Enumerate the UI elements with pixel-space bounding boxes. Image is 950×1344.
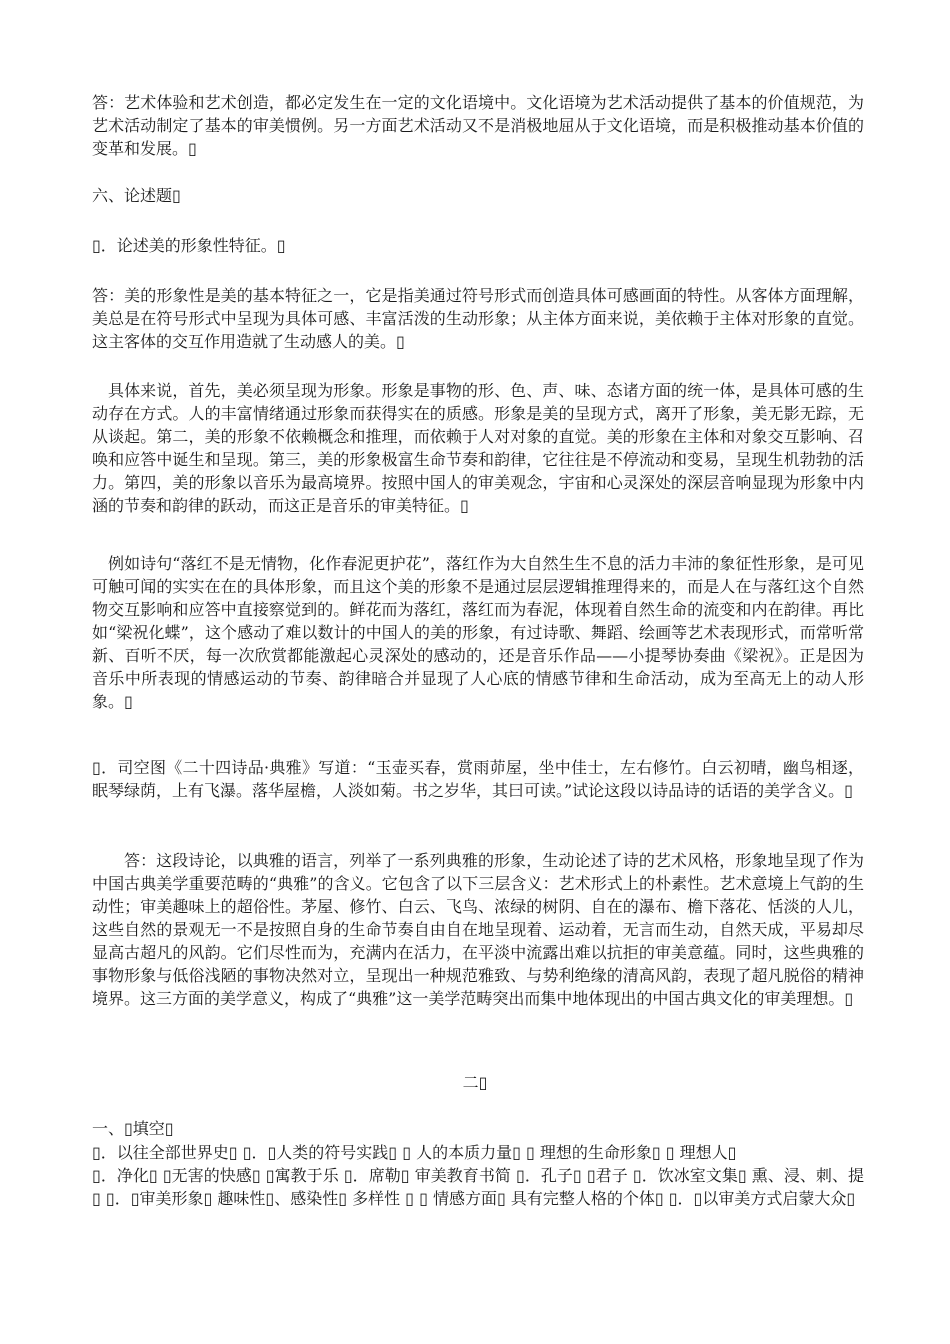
heading-fill-in-blank: 一、▯填空▯ [92, 1119, 174, 1138]
answer-2: 答：这段诗论，以典雅的语言，列举了一系列典雅的形象，生动论述了诗的艺术风格，形象地呈现了作为中国古典美学重要范畴的“典雅”的含义。它包含了以下三层含义：艺术形式上的朴素性。艺术意境上气韵的生动性；审美趣味上的超俗性。茅屋、修竹、白云、飞鸟、浓绿的树阴、自在的瀑布、檐下落花、恬淡的人儿，这些自然的景观无一不是按照自身的生命节奏自由自在地呈现着、运动着，无言而生动，自然天成，平易却尽显高古超凡的风韵。它们尽性而为，充满内在活力，在平淡中流露出难以抗拒的审美意蕴。同时，这些典雅的事物形象与低俗浅陋的事物决然对立，呈现出一种规范雅致、与势利绝缘的清高风韵，表现了超凡脱俗的精神境界。这三方面的美学意义，构成了“典雅”这一美学范畴突出而集中地体现出的中国古典文化的审美理想。▯ [92, 851, 864, 1008]
answer-1-paragraph-3: 例如诗句“落红不是无情物，化作春泥更护花”，落红作为大自然生生不息的活力丰沛的象征性形象，是可见可触可闻的实实在在的具体形象，而且这个美的形象不是通过层层逻辑推理得来的，而是人在与落红这个自然物交互影响和应答中直接察觉到的。鲜花而为落红，落红而为春泥，体现着自然生命的流变和内在韵律。再比如“梁祝化蝶”，这个感动了难以数计的中国人的美的形象，有过诗歌、舞蹈、绘画等艺术表现形式，而常听常新、百听不厌，每一次欣赏都能激起心灵深处的感动的，还是音乐作品——小提琴协奏曲《梁祝》。正是因为音乐中所表现的情感运动的节奏、韵律暗合并显现了人心底的情感节律和生命活动，成为至高无上的动人形象。▯ [92, 554, 864, 711]
fill-in-answers-line-1: ▯．以往全部世界史▯ ▯．▯人类的符号实践▯ ▯ 人的本质力量▯ ▯ 理想的生命形象▯ ▯ 理想人▯ [92, 1143, 737, 1162]
section-two-heading: 二▯ [462, 1073, 488, 1092]
answer-cultural-context: 答：艺术体验和艺术创造，都必定发生在一定的文化语境中。文化语境为艺术活动提供了基本的价值规范，为艺术活动制定了基本的审美惯例。另一方面艺术活动又不是消极地屈从于文化语境，而是积极推动基本价值的变革和发展。▯ [92, 93, 864, 158]
question-1: ▯．论述美的形象性特征。▯ [92, 236, 286, 255]
answer-1-paragraph-2: 具体来说，首先，美必须呈现为形象。形象是事物的形、色、声、味、态诸方面的统一体，是具体可感的生动存在方式。人的丰富情绪通过形象而获得实在的质感。形象是美的呈现方式，离开了形象，美无影无踪，无从谈起。第二，美的形象不依赖概念和推理，而依赖于人对对象的直觉。美的形象在主体和对象交互影响、召唤和应答中诞生和呈现。第三，美的形象极富生命节奏和韵律，它往往是不停流动和变易，呈现生机勃勃的活力。第四，美的形象以音乐为最高境界。按照中国人的审美观念，宇宙和心灵深处的深层音响显现为形象中内涵的节奏和韵律的跃动，而这正是音乐的审美特征。▯ [92, 381, 864, 515]
fill-in-answers-line-2: ▯．净化▯ ▯无害的快感▯ ▯寓教于乐 ▯．席勒▯ 审美教育书简 ▯．孔子▯ ▯君子 ▯．饮冰室文集▯ 熏、浸、刺、提▯ ▯．▯审美形象▯ 趣味性▯、感染性▯ 多样性 ▯ ▯ 情感方面▯ 具有完整人格的个体▯ ▯．▯以审美方式启蒙大众▯ [92, 1166, 864, 1208]
question-2: ▯．司空图《二十四诗品·典雅》写道：“玉壶买春，赏雨茆屋，坐中佳士，左右修竹。白云初晴，幽鸟相逐，眠琴绿荫，上有飞瀑。落华屋檐，人淡如菊。书之岁华，其曰可读。”试论这段以诗品诗的话语的美学含义。▯ [92, 758, 864, 800]
answer-1-paragraph-1: 答：美的形象性是美的基本特征之一，它是指美通过符号形式而创造具体可感画面的特性。从客体方面理解，美总是在符号形式中呈现为具体可感、丰富活泼的生动形象；从主体方面来说，美依赖于主体对形象的直觉。这主客体的交互作用造就了生动感人的美。▯ [92, 286, 864, 351]
heading-essay-questions: 六、论述题▯ [92, 186, 181, 205]
